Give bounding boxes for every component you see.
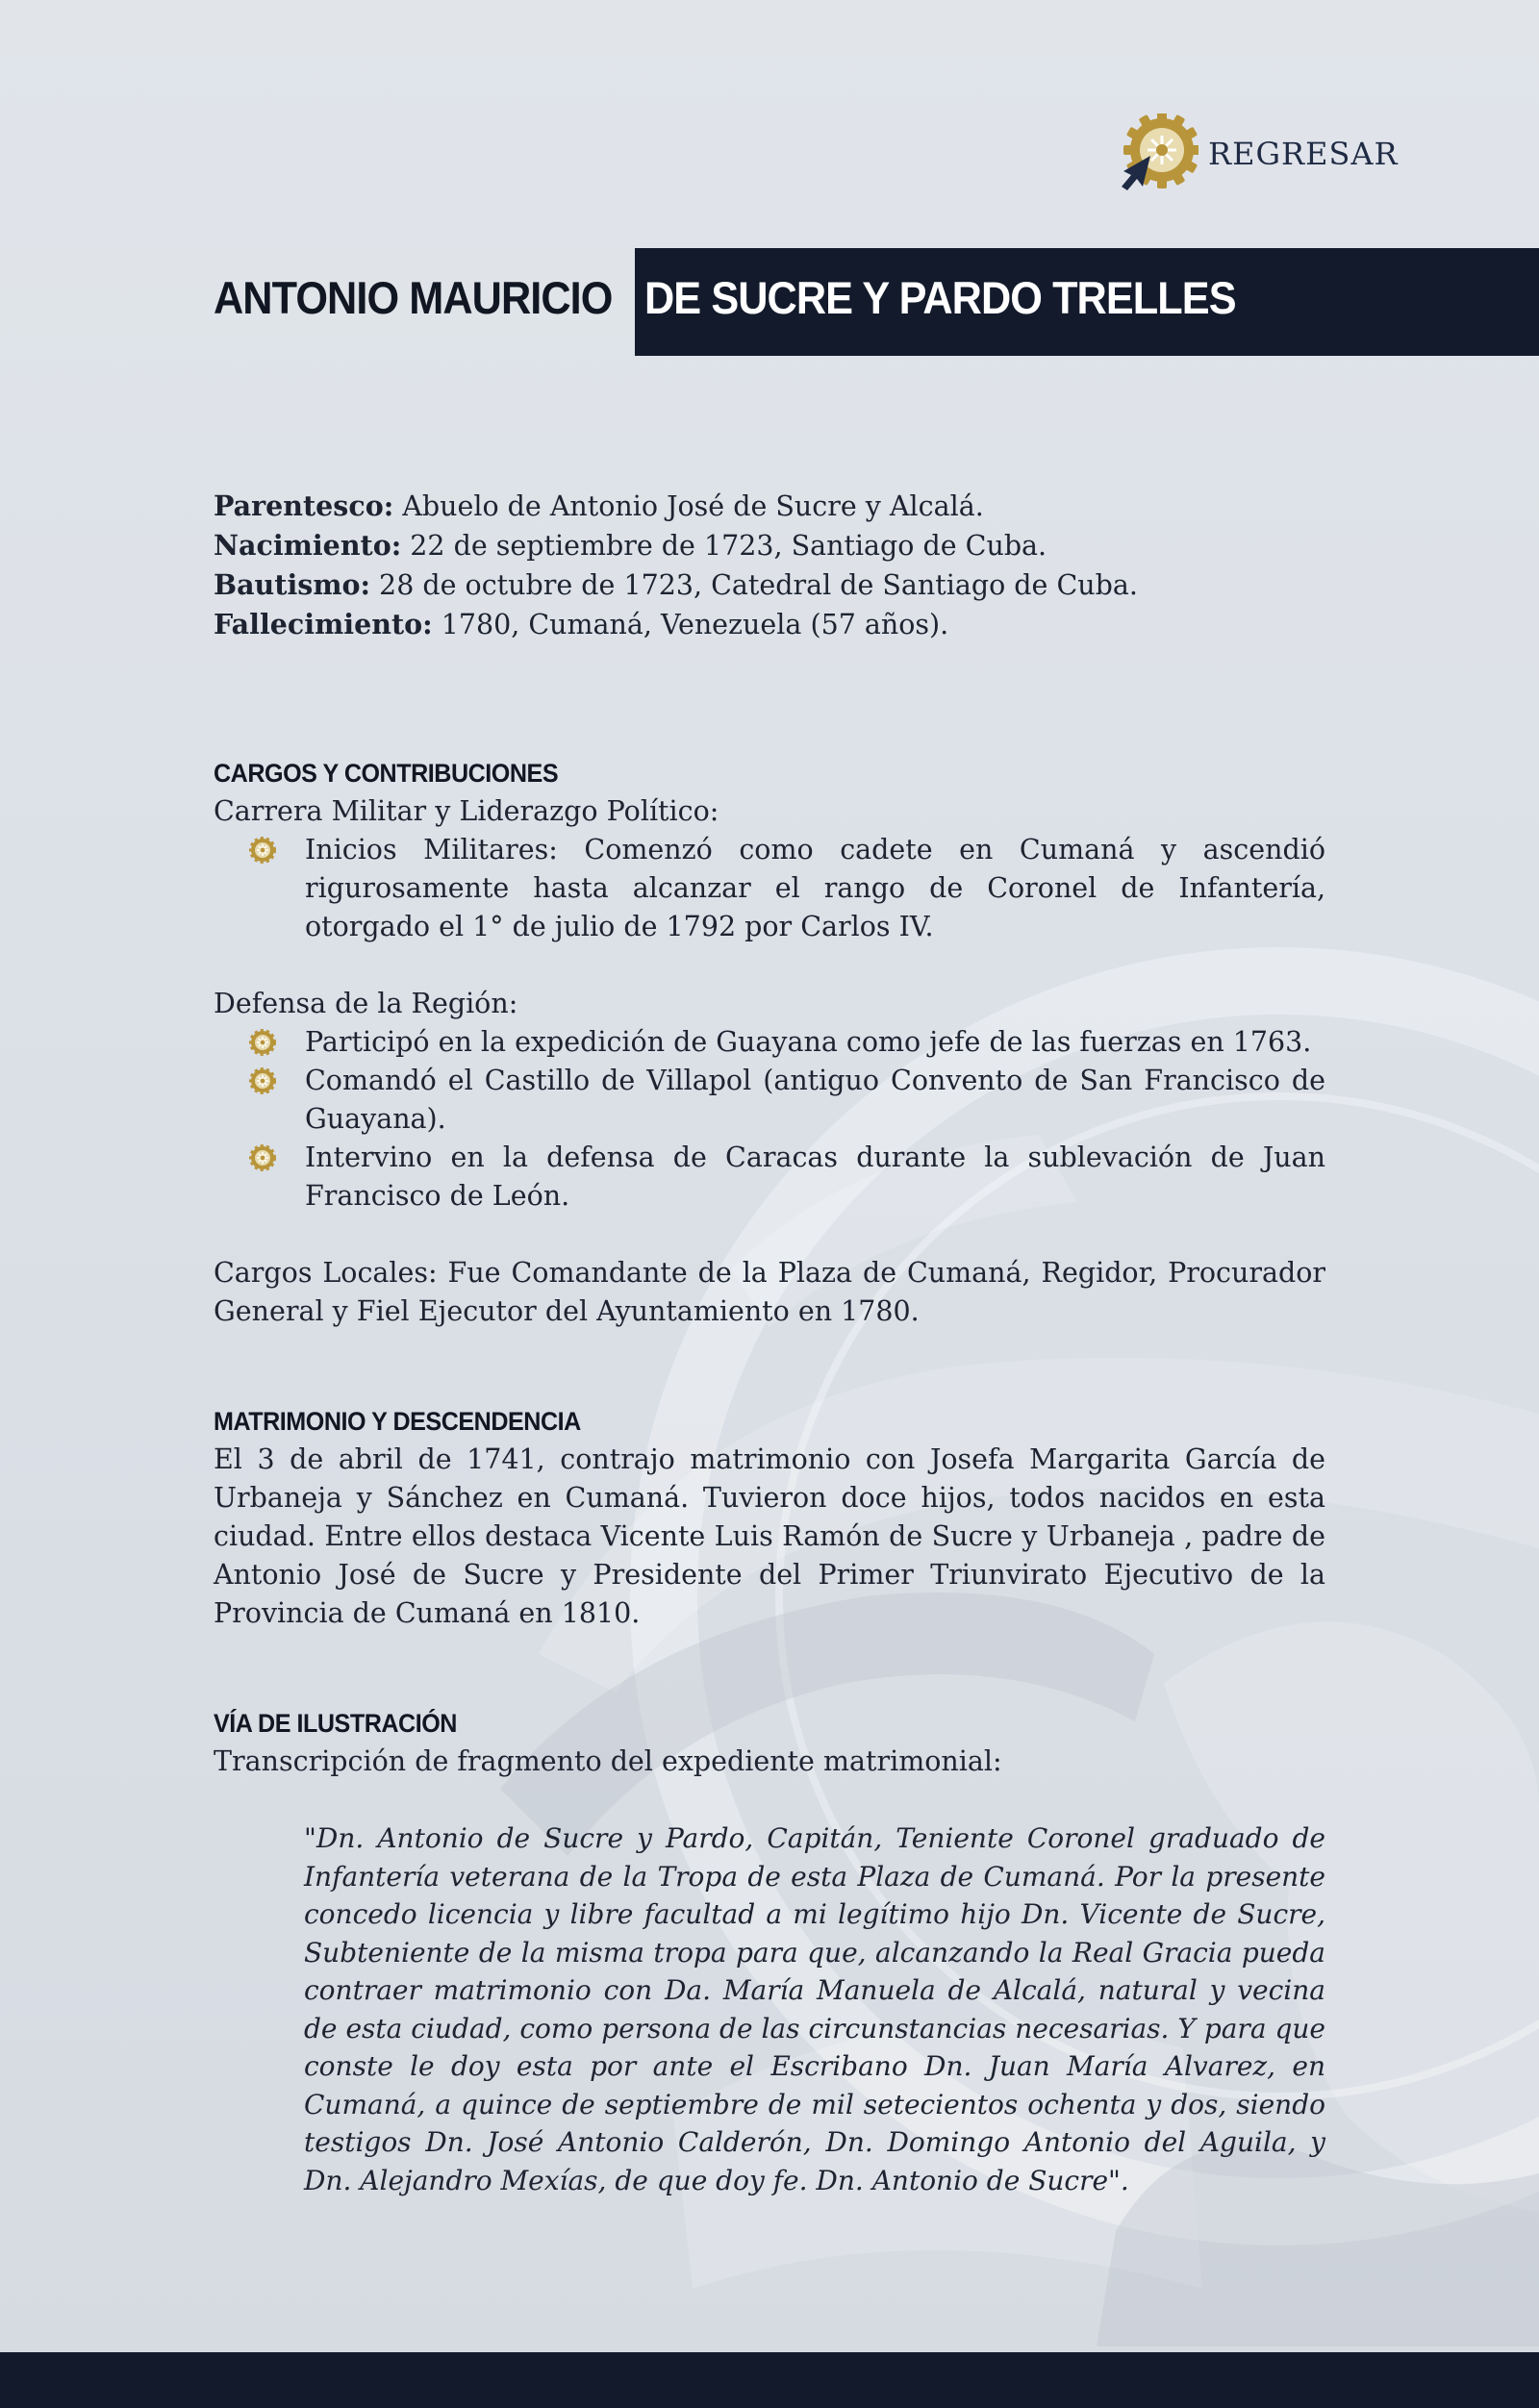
- gear-cursor-icon: [1118, 113, 1198, 194]
- list-item: [214, 1062, 1325, 1139]
- gear-bullet-icon: [248, 1143, 277, 1172]
- info-value: Abuelo de Antonio José de Sucre y Alcalá.: [393, 490, 984, 522]
- gear-bullet-icon: [248, 1028, 277, 1057]
- info-label: Parentesco:: [214, 489, 394, 522]
- info-label: Bautismo:: [214, 568, 370, 601]
- info-line-bautismo: [214, 565, 1325, 605]
- expediente-quote: "Dn. Antonio de Sucre y Pardo, Capitán, Teniente Coronel graduado de Infantería veterana de la Tropa de esta Plaza de Cumaná. Por la presente concedo licencia y libre facultad a mi legítimo hijo Dn. Vicente de Sucre, Subteniente de la misma tropa para que, alcanzando la Real Gracia pueda contraer matrimonio con Da. María Manuela de Alcalá, natural y vecina de esta ciudad, como persona de las circunstancias necesarias. Y para que conste le doy esta por ante el Escribano Dn. Juan María Alvarez, en Cumaná, a quince de septiembre de mil setecientos ochenta y dos, siendo testigos Dn. José Antonio Calderón, Dn. Domingo Antonio del Aguila, y Dn. Alejandro Mexías, de que doy fe. Dn. Antonio de Sucre".: [304, 1822, 1325, 2196]
- ilustracion-intro: Transcripción de fragmento del expediente matrimonial:: [214, 1745, 1002, 1777]
- list-item-text: Inicios Militares: Comenzó como cadete en Cumaná y ascendió rigurosamente hasta alcanzar el rango de Coronel de Infantería, otorgado el 1° de julio de 1792 por Carlos IV.: [305, 834, 1325, 942]
- page-title-part1: ANTONIO MAURICIO: [214, 272, 613, 323]
- info-label: Fallecimiento:: [214, 608, 433, 640]
- back-button-label: REGRESAR: [1208, 136, 1399, 172]
- page-title-part2: DE SUCRE Y PARDO TRELLES: [644, 272, 1236, 323]
- info-line-nacimiento: [214, 526, 1325, 565]
- defensa-intro: Defensa de la Región:: [214, 988, 518, 1019]
- list-item-text: Participó en la expedición de Guayana como jefe de las fuerzas en 1763.: [305, 1026, 1312, 1058]
- carrera-intro: Carrera Militar y Liderazgo Político:: [214, 795, 719, 827]
- ilustracion-heading: VÍA DE ILUSTRACIÓN: [214, 1709, 457, 1738]
- defensa-list: [214, 1023, 1325, 1216]
- back-button[interactable]: [1118, 115, 1399, 192]
- list-item: [214, 1139, 1325, 1216]
- cargos-heading: CARGOS Y CONTRIBUCIONES: [214, 759, 559, 788]
- gear-bullet-icon: [248, 836, 277, 865]
- info-line-parentesco: [214, 487, 1325, 526]
- list-item: [214, 1023, 1325, 1062]
- info-label: Nacimiento:: [214, 529, 402, 562]
- list-item: [214, 831, 1325, 946]
- gear-bullet-icon: [248, 1066, 277, 1095]
- footer-bar: [0, 2352, 1539, 2408]
- carrera-list: [214, 831, 1325, 946]
- list-item-text: Comandó el Castillo de Villapol (antiguo Convento de San Francisco de Guayana).: [305, 1065, 1325, 1135]
- matrimonio-text: El 3 de abril de 1741, contrajo matrimonio con Josefa Margarita García de Urbaneja y Sánchez en Cumaná. Tuvieron doce hijos, todos nacidos en esta ciudad. Entre ellos destaca Vicente Luis Ramón de Sucre y Urbaneja , padre de Antonio José de Sucre y Presidente del Primer Triunvirato Ejecutivo de la Provincia de Cumaná en 1810.: [214, 1443, 1325, 1629]
- info-value: 22 de septiembre de 1723, Santiago de Cuba.: [401, 530, 1047, 562]
- cargos-locales: Cargos Locales: Fue Comandante de la Plaza de Cumaná, Regidor, Procurador General y Fiel Ejecutor del Ayuntamiento en 1780.: [214, 1257, 1325, 1327]
- list-item-text: Intervino en la defensa de Caracas durante la sublevación de Juan Francisco de León.: [305, 1141, 1325, 1212]
- info-line-fallecimiento: [214, 605, 1325, 644]
- matrimonio-heading: MATRIMONIO Y DESCENDENCIA: [214, 1407, 581, 1436]
- content-body: [214, 487, 1325, 2199]
- info-block: [214, 487, 1325, 644]
- info-value: 1780, Cumaná, Venezuela (57 años).: [432, 609, 949, 640]
- info-value: 28 de octubre de 1723, Catedral de Santiago de Cuba.: [370, 569, 1138, 601]
